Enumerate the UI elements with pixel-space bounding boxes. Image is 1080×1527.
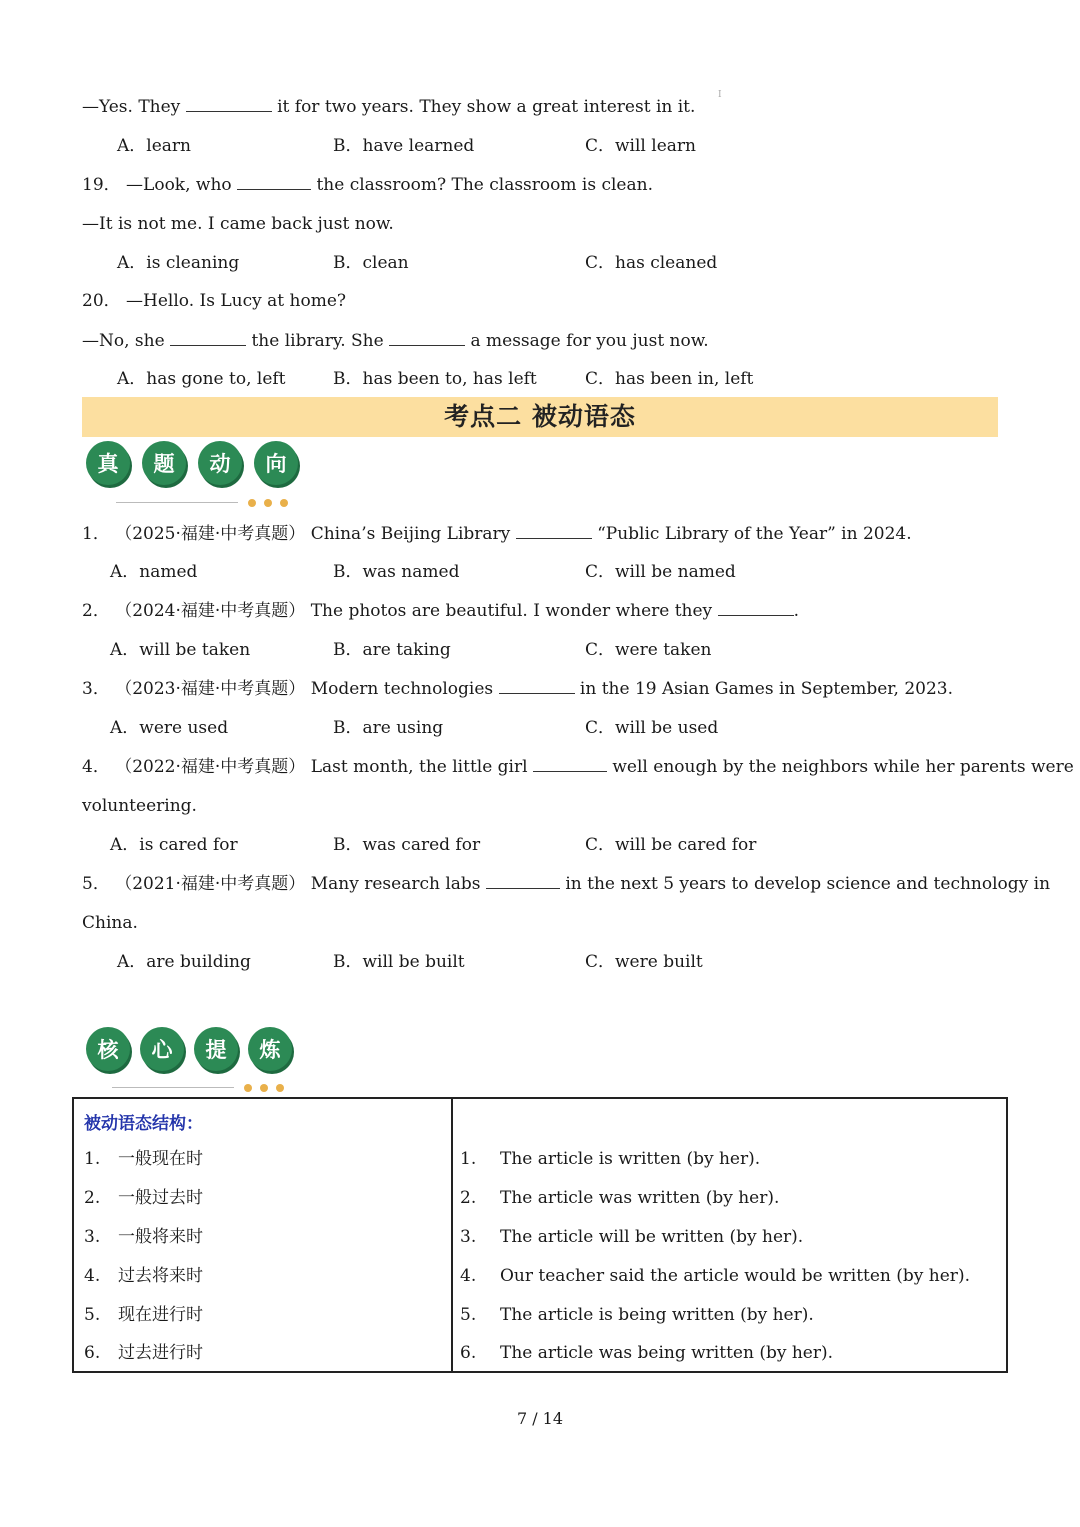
tense-row — [84, 1342, 203, 1364]
example-row — [460, 1265, 970, 1287]
exam-q5-option-a[interactable]: A．are building — [117, 952, 251, 972]
example-sentence: The article is written (by her). — [500, 1149, 761, 1169]
answer-blank[interactable] — [237, 174, 311, 190]
exam-q4-option-a[interactable]: A．is cared for — [110, 835, 238, 855]
example-sentence: Our teacher said the article would be written (by her). — [500, 1266, 970, 1286]
stray-mark: I — [718, 90, 722, 100]
q20-option-a[interactable]: A．has gone to, left — [117, 369, 286, 389]
example-row — [460, 1148, 760, 1170]
row-number: 2. — [84, 1188, 101, 1208]
row-number: 6. — [460, 1343, 477, 1363]
example-sentence: The article is being written (by her). — [500, 1305, 814, 1325]
example-row — [460, 1226, 803, 1248]
badge: 题 — [142, 441, 186, 485]
exam-q1-option-a[interactable]: A．named — [110, 562, 198, 582]
exam-q3-stem — [82, 678, 953, 700]
example-sentence: The article was being written (by her). — [500, 1343, 834, 1363]
exam-q4-option-b[interactable]: B．was cared for — [333, 835, 481, 855]
badge-group-exam-trends — [86, 441, 298, 485]
question-number: 1． — [82, 524, 110, 544]
tense-name: 一般将来时 — [118, 1227, 203, 1247]
exam-q2-option-c[interactable]: C．were taken — [585, 640, 712, 660]
question-stem-b: well enough by the neighbors while her parents were — [612, 757, 1074, 777]
q19-reply: —It is not me. I came back just now. — [82, 214, 394, 234]
row-number: 4. — [84, 1266, 101, 1286]
row-number: 4. — [460, 1266, 477, 1286]
q20-reply-b: the library. She — [251, 331, 384, 351]
badge-underline-decoration — [116, 498, 296, 508]
question-number: 2． — [82, 601, 110, 621]
q18-stem — [82, 96, 695, 118]
q18-stem-a: —Yes. They — [82, 97, 181, 117]
tense-name: 现在进行时 — [118, 1305, 203, 1325]
question-number: 19． — [82, 175, 121, 195]
row-number: 2. — [460, 1188, 477, 1208]
tense-name: 过去进行时 — [118, 1343, 203, 1363]
q18-option-a[interactable]: A．learn — [117, 136, 191, 156]
q20-stem-text: —Hello. Is Lucy at home? — [126, 291, 347, 311]
page-number: 7 / 14 — [516, 1409, 564, 1428]
question-stem-a: Modern technologies — [310, 679, 494, 699]
exam-q4-option-c[interactable]: C．will be cared for — [585, 835, 757, 855]
question-number: 3． — [82, 679, 110, 699]
row-number: 6. — [84, 1343, 101, 1363]
tense-row — [84, 1187, 203, 1209]
answer-blank[interactable] — [516, 523, 592, 539]
example-row — [460, 1187, 779, 1209]
question-stem-b: “Public Library of the Year” in 2024. — [597, 524, 912, 544]
q20-reply-a: —No, she — [82, 331, 165, 351]
tense-name: 一般过去时 — [118, 1188, 203, 1208]
exam-q2-stem — [82, 600, 799, 622]
example-row — [460, 1342, 833, 1364]
exam-q5-stem-continued: China. — [82, 913, 138, 933]
question-stem-a: The photos are beautiful. I wonder where they — [310, 601, 713, 621]
question-stem-a: Many research labs — [310, 874, 481, 894]
q20-reply — [82, 330, 709, 352]
question-stem-a: Last month, the little girl — [310, 757, 528, 777]
exam-q5-option-c[interactable]: C．were built — [585, 952, 703, 972]
answer-blank[interactable] — [389, 330, 465, 346]
q20-option-c[interactable]: C．has been in, left — [585, 369, 754, 389]
exam-q2-option-a[interactable]: A．will be taken — [110, 640, 251, 660]
q18-stem-b: it for two years. They show a great interest in it. — [277, 97, 696, 117]
question-source: （2025·福建·中考真题） — [115, 524, 306, 544]
question-source: （2022·福建·中考真题） — [115, 757, 306, 777]
exam-q1-stem — [82, 523, 912, 545]
exam-q2-option-b[interactable]: B．are taking — [333, 640, 451, 660]
badge: 真 — [86, 441, 130, 485]
exam-q3-option-a[interactable]: A．were used — [110, 718, 229, 738]
q20-reply-c: a message for you just now. — [470, 331, 709, 351]
example-sentence: The article was written (by her). — [500, 1188, 780, 1208]
q19-stem-a: —Look, who — [126, 175, 232, 195]
answer-blank[interactable] — [486, 873, 560, 889]
tense-row — [84, 1148, 203, 1170]
badge: 心 — [140, 1027, 184, 1071]
exam-q4-stem-continued: volunteering. — [82, 796, 197, 816]
q18-option-c[interactable]: C．will learn — [585, 136, 696, 156]
badge: 提 — [194, 1027, 238, 1071]
tense-name: 一般现在时 — [118, 1149, 203, 1169]
exam-q3-option-c[interactable]: C．will be used — [585, 718, 719, 738]
tense-row — [84, 1304, 203, 1326]
example-sentence: The article will be written (by her). — [500, 1227, 804, 1247]
table-title: 被动语态结构： — [84, 1114, 203, 1134]
question-stem-b: in the next 5 years to develop science and technology in — [565, 874, 1051, 894]
exam-q4-stem — [82, 756, 1074, 778]
passive-voice-table — [72, 1097, 1008, 1373]
row-number: 1. — [84, 1149, 101, 1169]
q19-stem — [82, 174, 653, 196]
q20-option-b[interactable]: B．has been to, has left — [333, 369, 537, 389]
question-number: 4． — [82, 757, 110, 777]
tense-row — [84, 1226, 203, 1248]
row-number: 5. — [460, 1305, 477, 1325]
question-stem-b: . — [793, 601, 799, 621]
row-number: 5. — [84, 1305, 101, 1325]
row-number: 3. — [84, 1227, 101, 1247]
question-number: 20． — [82, 291, 121, 311]
question-stem-a: China’s Beijing Library — [310, 524, 511, 544]
badge: 动 — [198, 441, 242, 485]
answer-blank[interactable] — [186, 96, 272, 112]
exam-q3-option-b[interactable]: B．are using — [333, 718, 444, 738]
table-divider — [451, 1099, 453, 1371]
section-banner: 考点二 被动语态 — [82, 397, 998, 437]
q19-option-b[interactable]: B．clean — [333, 253, 409, 273]
tense-row — [84, 1265, 203, 1287]
badge-underline-decoration — [112, 1083, 292, 1093]
example-row — [460, 1304, 814, 1326]
badge: 炼 — [248, 1027, 292, 1071]
question-stem-b: in the 19 Asian Games in September, 2023. — [579, 679, 954, 699]
answer-blank[interactable] — [718, 600, 794, 616]
q19-option-c[interactable]: C．has cleaned — [585, 253, 718, 273]
answer-blank[interactable] — [533, 756, 607, 772]
q19-stem-b: the classroom? The classroom is clean. — [316, 175, 653, 195]
badge: 核 — [86, 1027, 130, 1071]
row-number: 1. — [460, 1149, 477, 1169]
tense-name: 过去将来时 — [118, 1266, 203, 1286]
exam-q1-option-b[interactable]: B．was named — [333, 562, 460, 582]
q20-stem — [82, 290, 346, 312]
row-number: 3. — [460, 1227, 477, 1247]
badge: 向 — [254, 441, 298, 485]
answer-blank[interactable] — [170, 330, 246, 346]
question-source: （2024·福建·中考真题） — [115, 601, 306, 621]
badge-group-core-summary — [86, 1027, 292, 1071]
answer-blank[interactable] — [499, 678, 575, 694]
q18-option-b[interactable]: B．have learned — [333, 136, 475, 156]
exam-q5-option-b[interactable]: B．will be built — [333, 952, 465, 972]
question-source: （2021·福建·中考真题） — [115, 874, 306, 894]
question-source: （2023·福建·中考真题） — [115, 679, 306, 699]
exam-q1-option-c[interactable]: C．will be named — [585, 562, 736, 582]
exam-q5-stem — [82, 873, 1050, 895]
q19-option-a[interactable]: A．is cleaning — [117, 253, 240, 273]
question-number: 5． — [82, 874, 110, 894]
